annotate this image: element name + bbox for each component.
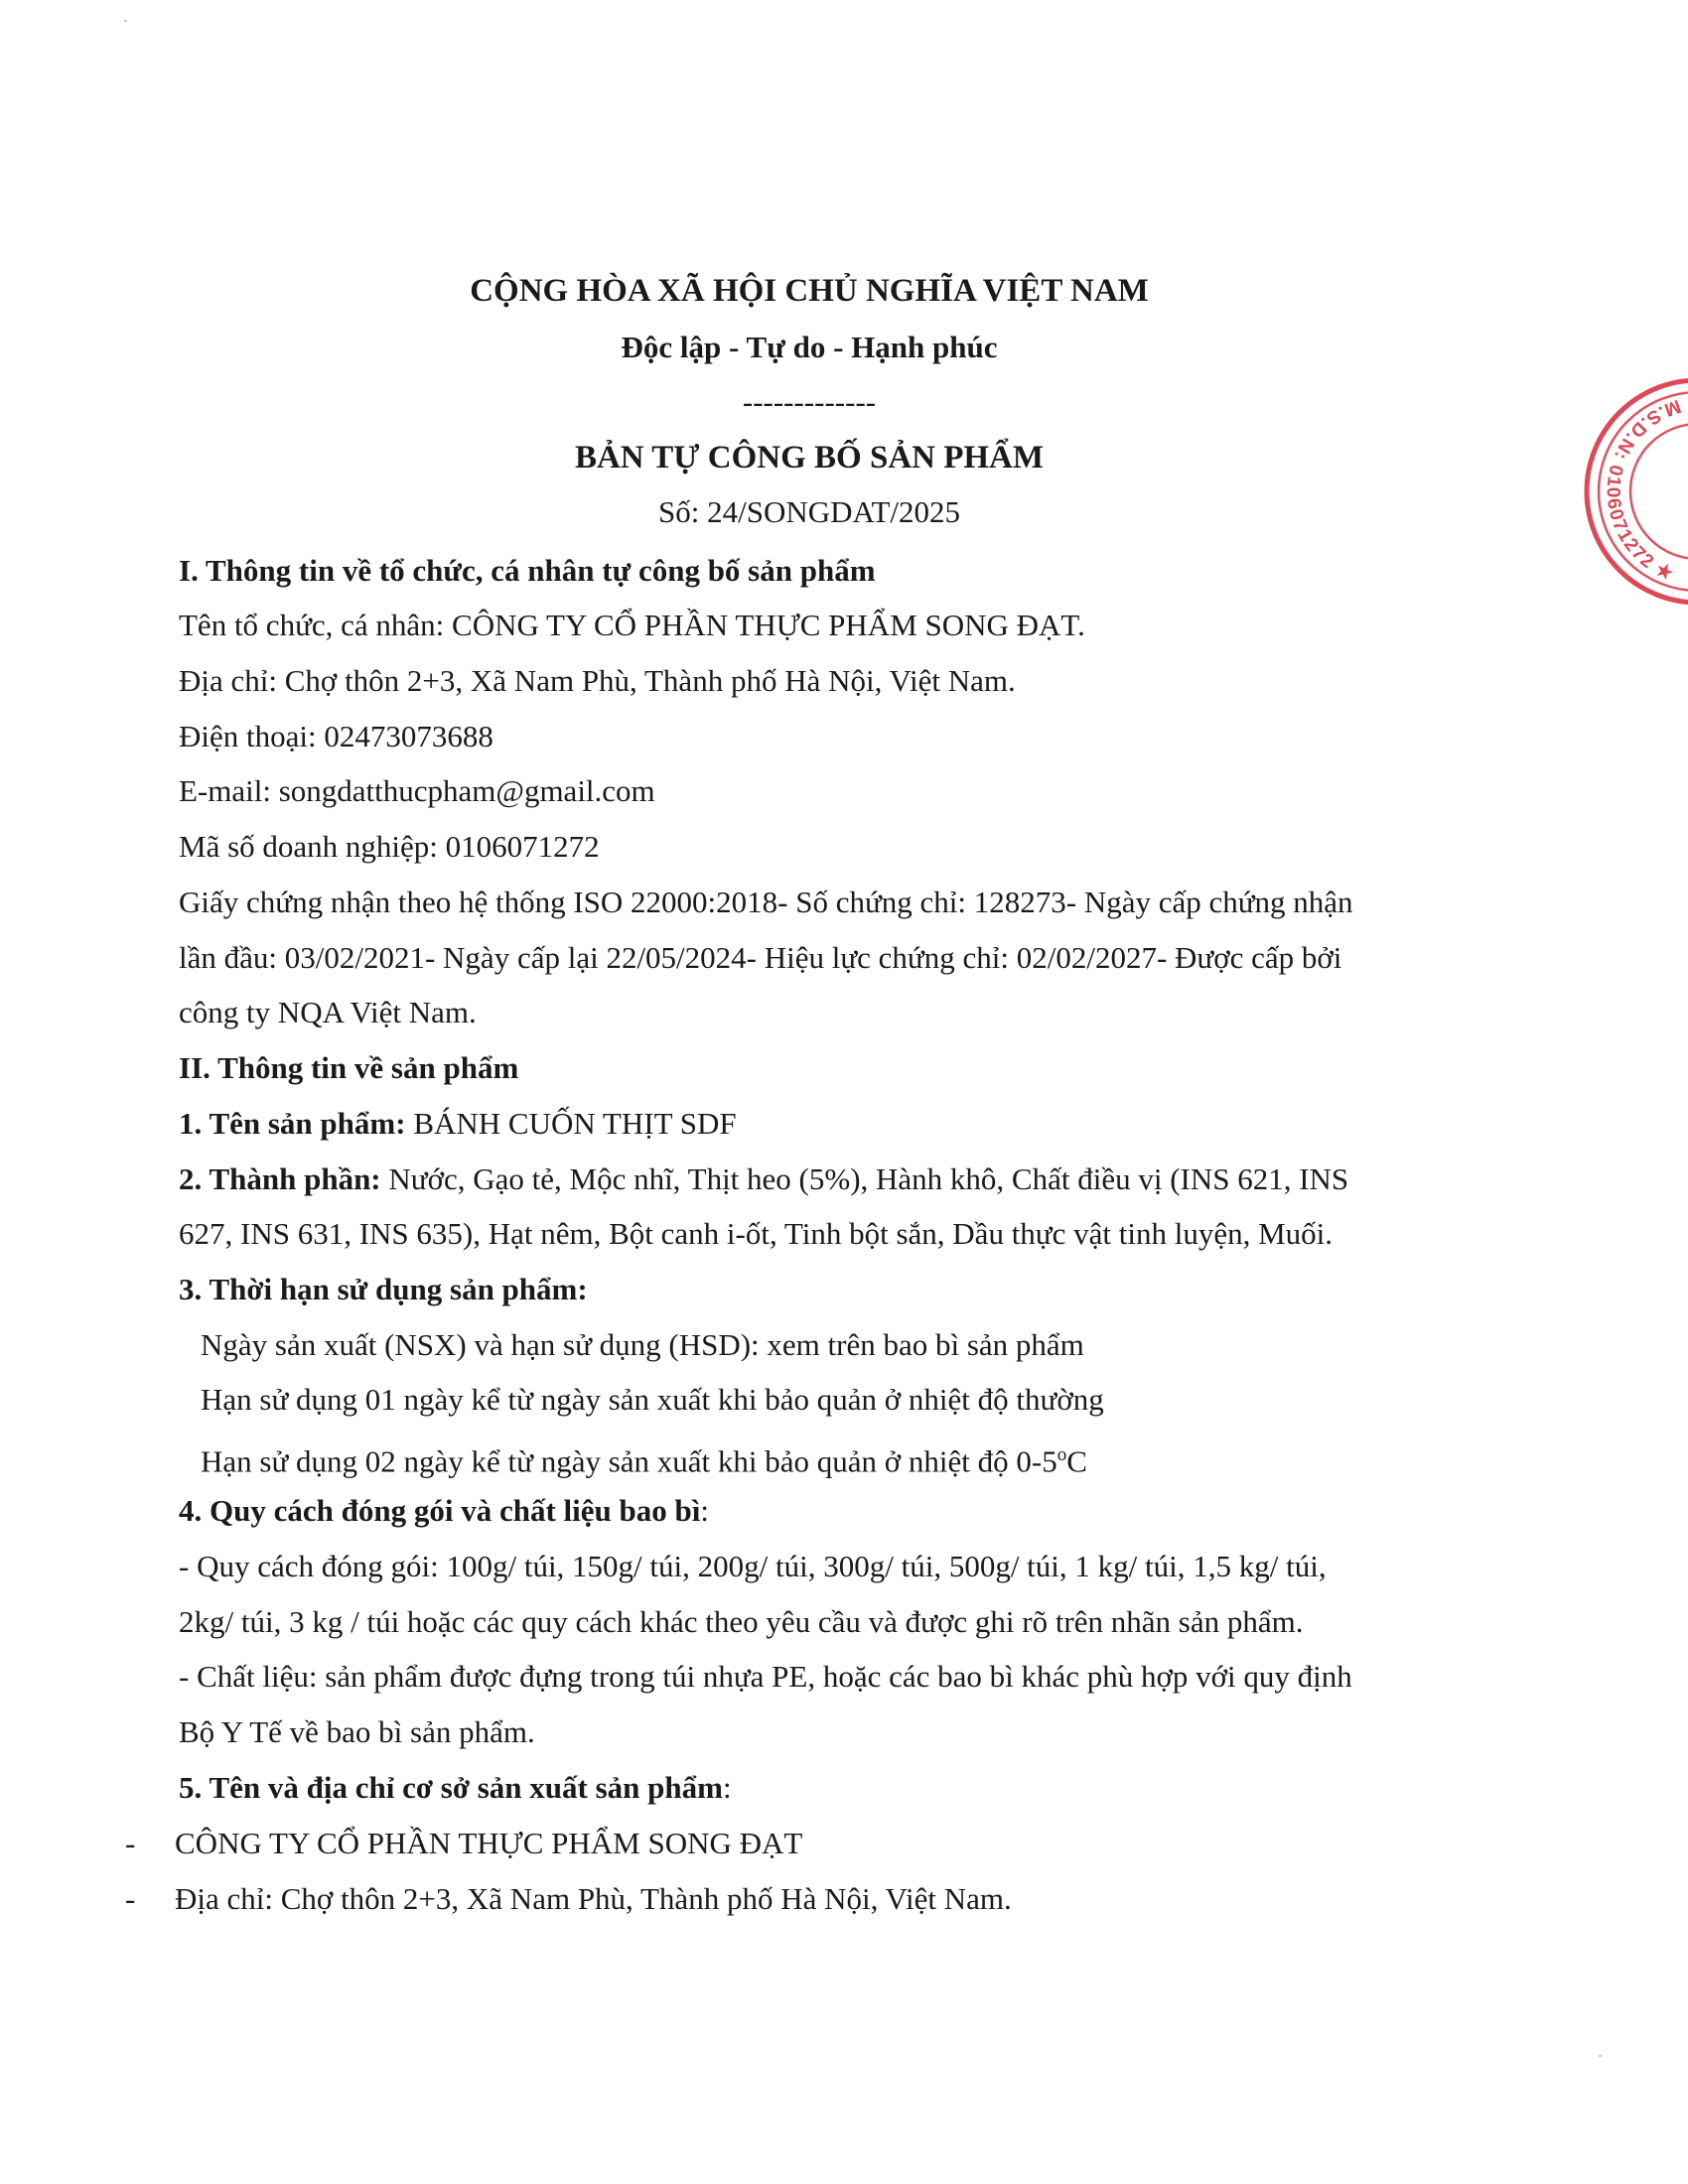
celsius-unit: C (1066, 1443, 1087, 1479)
product-name-value: BÁNH CUỐN THỊT SDF (405, 1106, 737, 1141)
email-line: E-mail: songdatthucpham@gmail.com (179, 773, 655, 808)
product-name-line (179, 1104, 737, 1144)
ingredients-label: 2. Thành phần: (179, 1161, 381, 1196)
packaging-line-1: - Quy cách đóng gói: 100g/ túi, 150g/ túi, 200g/ túi, 300g/ túi, 500g/ túi, 1 kg/ túi, 1,5 kg/ túi, (179, 1549, 1327, 1583)
manufacturer-address: Địa chỉ: Chợ thôn 2+3, Xã Nam Phù, Thành phố Hà Nội, Việt Nam. (175, 1881, 1012, 1916)
shelf-life-line-3-text: Hạn sử dụng 02 ngày kể từ ngày sản xuất khi bảo quản ở nhiệt độ 0-5 (201, 1443, 1057, 1479)
section2-heading: II. Thông tin về sản phẩm (179, 1050, 519, 1085)
shelf-life-line-3 (201, 1435, 1087, 1481)
header-separator: ------------- (742, 384, 877, 419)
shelf-life-line-2: Hạn sử dụng 01 ngày kể từ ngày sản xuất khi bảo quản ở nhiệt độ thường (201, 1382, 1104, 1417)
manufacturer-name: CÔNG TY CỔ PHẦN THỰC PHẨM SONG ĐẠT (175, 1826, 803, 1860)
packaging-line-2: 2kg/ túi, 3 kg / túi hoặc các quy cách khác theo yêu cầu và được ghi rõ trên nhãn sản phẩm. (179, 1604, 1304, 1639)
packaging-heading (179, 1491, 709, 1531)
manufacturer-heading-colon: : (722, 1770, 732, 1805)
document-number: Số: 24/SONGDAT/2025 (657, 494, 960, 529)
iso-line-1: Giấy chứng nhận theo hệ thống ISO 22000:2018- Số chứng chỉ: 128273- Ngày cấp chứng nhận (179, 885, 1353, 919)
phone-line: Điện thoại: 02473073688 (179, 719, 493, 753)
org-name-line: Tên tổ chức, cá nhân: CÔNG TY CỔ PHẦN THỰC PHẨM SONG ĐẠT. (179, 608, 1085, 642)
shelf-life-heading: 3. Thời hạn sử dụng sản phẩm: (179, 1272, 588, 1306)
section1-heading: I. Thông tin về tổ chức, cá nhân tự công bố sản phẩm (179, 553, 876, 588)
packaging-heading-text: 4. Quy cách đóng gói và chất liệu bao bì (179, 1493, 701, 1528)
scan-speck (1599, 2055, 1602, 2057)
tax-code-line: Mã số doanh nghiệp: 0106071272 (179, 829, 600, 864)
ingredients-text-1: Nước, Gạo tẻ, Mộc nhĩ, Thịt heo (5%), Hành khô, Chất điều vị (INS 621, INS (380, 1161, 1349, 1196)
manufacturer-heading-text: 5. Tên và địa chỉ cơ sở sản xuất sản phẩm (179, 1770, 723, 1805)
svg-text:M.S.D.N: 0106071272 ★ CÔNG TY (1535, 355, 1684, 588)
manufacturer-dash-1: - (125, 1826, 136, 1860)
iso-line-2: lần đầu: 03/02/2021- Ngày cấp lại 22/05/2024- Hiệu lực chứng chỉ: 02/02/2027- Được cấp bởi (179, 940, 1342, 975)
ingredients-line-1 (179, 1160, 1348, 1199)
address-line: Địa chỉ: Chợ thôn 2+3, Xã Nam Phù, Thành phố Hà Nội, Việt Nam. (179, 663, 1016, 698)
manufacturer-dash-2: - (125, 1881, 136, 1916)
shelf-life-line-1: Ngày sản xuất (NSX) và hạn sử dụng (HSD): xem trên bao bì sản phẩm (201, 1327, 1084, 1362)
seal-text: M.S.D.N: 0106071272 ★ CÔNG TY CỔ PHẦN THỰC PHẨM SONG ĐẠT ★ X (1534, 356, 1684, 588)
manufacturer-heading (179, 1768, 732, 1808)
packaging-heading-colon: : (700, 1493, 709, 1528)
packaging-line-4: Bộ Y Tế về bao bì sản phẩm. (179, 1714, 535, 1749)
company-seal-stamp (1534, 356, 1688, 611)
packaging-line-3: - Chất liệu: sản phẩm được đựng trong túi nhựa PE, hoặc các bao bì khác phù hợp với quy định (179, 1659, 1352, 1694)
scan-speck (124, 20, 127, 22)
motto: Độc lập - Tự do - Hạnh phúc (621, 330, 998, 364)
document-title: BẢN TỰ CÔNG BỐ SẢN PHẨM (574, 440, 1045, 476)
ingredients-line-2: 627, INS 631, INS 635), Hạt nêm, Bột canh i-ốt, Tinh bột sắn, Dầu thực vật tinh luyện, Muối. (179, 1216, 1334, 1251)
degree-superscript: o (1056, 1444, 1067, 1465)
nation-heading: CỘNG HÒA XÃ HỘI CHỦ NGHĨA VIỆT NAM (470, 273, 1149, 309)
iso-line-3: công ty NQA Việt Nam. (179, 995, 477, 1029)
product-name-label: 1. Tên sản phẩm: (179, 1106, 406, 1141)
